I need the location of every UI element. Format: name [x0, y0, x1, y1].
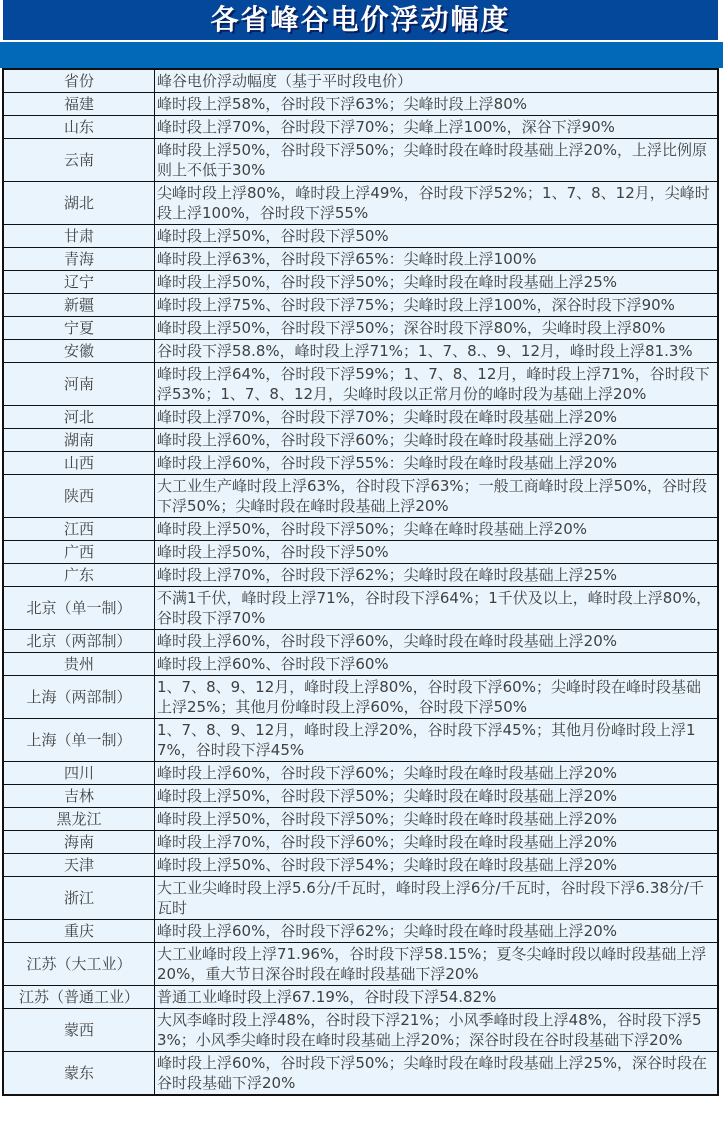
detail-cell: 普通工业峰时段上浮67.19%，谷时段下浮54.82%: [155, 986, 719, 1009]
detail-cell: 峰时段上浮58%，谷时段下浮63%；尖峰时段上浮80%: [155, 93, 719, 116]
province-cell: 云南: [3, 139, 155, 182]
table-row: [3, 139, 718, 182]
detail-cell: 大工业峰时段上浮71.96%，谷时段下浮58.15%；夏冬尖峰时段以峰时段基础上浮20%，重大节日深谷时段在峰时段基础下浮20%: [155, 943, 719, 986]
province-cell: 湖南: [3, 429, 155, 452]
province-cell: 宁夏: [3, 317, 155, 340]
detail-cell: 峰时段上浮60%，谷时段下浮60%；尖峰时段在峰时段基础上浮20%: [155, 762, 719, 785]
title-bar: [3, 0, 718, 40]
detail-cell: 峰时段上浮50%，谷时段下浮50%；尖峰在峰时段基础上浮20%: [155, 518, 719, 541]
detail-cell: 峰时段上浮50%，谷时段下浮50%: [155, 225, 719, 248]
column-header-province: 省份: [3, 69, 155, 93]
detail-cell: 峰时段上浮70%，谷时段下浮70%；尖峰上浮100%，深谷下浮90%: [155, 116, 719, 139]
detail-cell: 峰时段上浮50%，谷时段下浮50%；尖峰时段在峰时段基础上浮20%，上浮比例原则上不低于30%: [155, 139, 719, 182]
province-cell: 海南: [3, 831, 155, 854]
province-cell: 浙江: [3, 877, 155, 920]
table-row: [3, 518, 718, 541]
detail-cell: 尖峰时段上浮80%，峰时段上浮49%，谷时段下浮52%；1、7、8、12月，尖峰时段上浮100%，谷时段下浮55%: [155, 182, 719, 225]
province-cell: 北京（两部制）: [3, 630, 155, 653]
table-row: [3, 831, 718, 854]
detail-cell: 大风李峰时段上浮48%，谷时段下浮21%；小风季峰时段上浮48%，谷时段下浮53%；小风季尖峰时段在峰时段基础上浮20%；深谷时段在谷时段基础下浮20%: [155, 1009, 719, 1052]
province-cell: 安徽: [3, 340, 155, 363]
table-row: [3, 920, 718, 943]
table-row: [3, 1052, 718, 1096]
table-row: [3, 363, 718, 406]
province-cell: 河南: [3, 363, 155, 406]
table-header-row: [3, 69, 718, 93]
detail-cell: 1、7、8、9、12月，峰时段上浮80%，谷时段下浮60%；尖峰时段在峰时段基础上浮25%；其他月份峰时段上浮60%，谷时段下浮50%: [155, 676, 719, 719]
province-cell: 青海: [3, 248, 155, 271]
table-row: [3, 587, 718, 630]
province-cell: 江苏（大工业）: [3, 943, 155, 986]
detail-cell: 峰时段上浮70%，谷时段下浮60%；尖峰时段在峰时段基础上浮20%: [155, 831, 719, 854]
table-body: [3, 69, 718, 1095]
province-cell: 吉林: [3, 785, 155, 808]
province-cell: 辽宁: [3, 271, 155, 294]
column-header-detail: 峰谷电价浮动幅度（基于平时段电价）: [155, 69, 719, 93]
detail-cell: 峰时段上浮60%，谷时段下浮55%：尖峰时段在峰时段基础上浮20%: [155, 452, 719, 475]
detail-cell: 峰时段上浮70%，谷时段下浮70%；尖峰时段在峰时段基础上浮20%: [155, 406, 719, 429]
province-cell: 蒙西: [3, 1009, 155, 1052]
province-cell: 广西: [3, 541, 155, 564]
table-row: [3, 630, 718, 653]
table-row: [3, 854, 718, 877]
detail-cell: 峰时段上浮64%，谷时段下浮59%；1、7、8、12月，峰时段上浮71%，谷时段下浮53%；1、7、8、12月，尖峰时段以正常月份的峰时段为基础上浮20%: [155, 363, 719, 406]
province-cell: 新疆: [3, 294, 155, 317]
detail-cell: 峰时段上浮60%，谷时段下浮62%；尖峰时段在峰时段基础上浮20%: [155, 920, 719, 943]
detail-cell: 大工业尖峰时段上浮5.6分/千瓦时，峰时段上浮6分/千瓦时，谷时段下浮6.38分/千瓦时: [155, 877, 719, 920]
province-cell: 广东: [3, 564, 155, 587]
province-cell: 贵州: [3, 653, 155, 676]
table-row: [3, 406, 718, 429]
table-row: [3, 317, 718, 340]
detail-cell: 峰时段上浮50%，谷时段下浮50%；尖峰时段在峰时段基础上浮20%: [155, 808, 719, 831]
detail-cell: 峰时段上浮60%、谷时段下浮60%: [155, 653, 719, 676]
table-row: [3, 785, 718, 808]
table-row: [3, 182, 718, 225]
table-row: [3, 877, 718, 920]
province-cell: 甘肃: [3, 225, 155, 248]
table-row: [3, 653, 718, 676]
province-cell: 河北: [3, 406, 155, 429]
detail-cell: 峰时段上浮63%，谷时段下浮65%：尖峰时段上浮100%: [155, 248, 719, 271]
table-row: [3, 762, 718, 785]
table-row: [3, 986, 718, 1009]
table-row: [3, 943, 718, 986]
table-row: [3, 271, 718, 294]
table-row: [3, 429, 718, 452]
province-cell: 福建: [3, 93, 155, 116]
province-cell: 山西: [3, 452, 155, 475]
province-cell: 江西: [3, 518, 155, 541]
detail-cell: 峰时段上浮60%，谷时段下浮60%；尖峰时段在峰时段基础上浮20%: [155, 429, 719, 452]
table-row: [3, 564, 718, 587]
detail-cell: 峰时段上浮50%、谷时段下浮54%；尖峰时段在峰时段基础上浮20%: [155, 854, 719, 877]
table-row: [3, 294, 718, 317]
table-row: [3, 1009, 718, 1052]
province-cell: 重庆: [3, 920, 155, 943]
detail-cell: 峰时段上浮60%，谷时段下浮50%；尖峰时段在峰时段基础上浮25%，深谷时段在谷时段基础下浮20%: [155, 1052, 719, 1096]
province-cell: 四川: [3, 762, 155, 785]
table-row: [3, 541, 718, 564]
table-row: [3, 719, 718, 762]
table-row: [3, 93, 718, 116]
province-cell: 陕西: [3, 475, 155, 518]
province-cell: 上海（单一制）: [3, 719, 155, 762]
province-cell: 山东: [3, 116, 155, 139]
detail-cell: 大工业生产峰时段上浮63%，谷时段下浮63%；一般工商峰时段上浮50%，谷时段下浮50%；尖峰时段在峰时段基础上浮20%: [155, 475, 719, 518]
detail-cell: 峰时段上浮75%、谷时段下浮75%；尖峰时段上浮100%，深谷时段下浮90%: [155, 294, 719, 317]
province-cell: 天津: [3, 854, 155, 877]
detail-cell: 峰时段上浮60%，谷时段下浮60%，尖峰时段在峰时段基础上浮20%: [155, 630, 719, 653]
sub-header-band: [0, 42, 723, 68]
table-row: [3, 808, 718, 831]
price-fluctuation-table: [2, 68, 719, 1096]
detail-cell: 峰时段上浮50%，谷时段下浮50%；尖峰时段在峰时段基础上浮25%: [155, 271, 719, 294]
detail-cell: 峰时段上浮50%，谷时段下浮50%；尖峰时段在峰时段基础上浮20%: [155, 785, 719, 808]
table-row: [3, 475, 718, 518]
table-row: [3, 225, 718, 248]
detail-cell: 不满1千伏，峰时段上浮71%，谷时段下浮64%；1千伏及以上，峰时段上浮80%，谷时段下浮70%: [155, 587, 719, 630]
table-row: [3, 676, 718, 719]
detail-cell: 峰时段上浮70%，谷时段下浮62%；尖峰时段在峰时段基础上浮25%: [155, 564, 719, 587]
detail-cell: 峰时段上浮50%，谷时段下浮50%: [155, 541, 719, 564]
detail-cell: 峰时段上浮50%，谷时段下浮50%；深谷时段下浮80%，尖峰时段上浮80%: [155, 317, 719, 340]
table-row: [3, 248, 718, 271]
detail-cell: 1、7、8、9、12月，峰时段上浮20%，谷时段下浮45%；其他月份峰时段上浮17%，谷时段下浮45%: [155, 719, 719, 762]
detail-cell: 谷时段下浮58.8%，峰时段上浮71%；1、7、8.、9、12月，峰时段上浮81.3%: [155, 340, 719, 363]
province-cell: 蒙东: [3, 1052, 155, 1096]
table-row: [3, 452, 718, 475]
table-row: [3, 340, 718, 363]
page-title: 各省峰谷电价浮动幅度: [210, 3, 511, 36]
province-cell: 江苏（普通工业）: [3, 986, 155, 1009]
province-cell: 黑龙江: [3, 808, 155, 831]
table-row: [3, 116, 718, 139]
province-cell: 上海（两部制）: [3, 676, 155, 719]
province-cell: 北京（单一制）: [3, 587, 155, 630]
province-cell: 湖北: [3, 182, 155, 225]
